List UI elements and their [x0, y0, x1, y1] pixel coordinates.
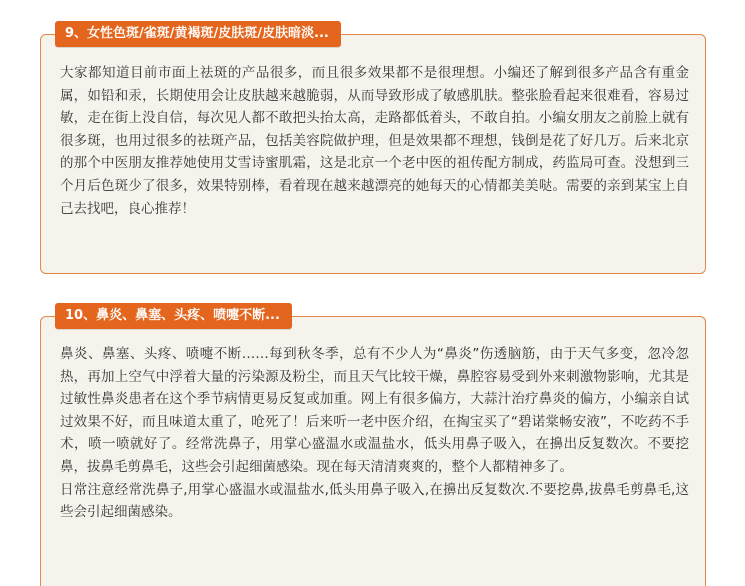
section-card-10: [40, 316, 706, 586]
section-10-body: [60, 343, 689, 524]
section-10-paragraph-2: 日常注意经常洗鼻子,用掌心盛温水或温盐水,低头用鼻子吸入,在擤出反复数次.不要挖鼻,拔鼻毛剪鼻毛,这些会引起细菌感染。: [60, 481, 689, 521]
section-10-title-tag: 10、鼻炎、鼻塞、头疼、喷嚏不断...: [55, 303, 292, 329]
section-card-9: [40, 34, 706, 274]
section-10-paragraph-1: 鼻炎、鼻塞、头疼、喷嚏不断……每到秋冬季，总有不少人为“鼻炎”伤透脑筋，由于天气多变，忽冷忽热，再加上空气中浮着大量的污染源及粉尘，而且天气比较干燥，鼻腔容易受到外来刺激物影响，尤其是过敏性鼻炎患者在这个季节病情更易反复或加重。网上有很多偏方，大蒜汁治疗鼻炎的偏方，小编亲自试过效果不好，而且味道太重了，呛死了！后来听一老中医介绍，在掏宝买了“碧诺棠畅安液”，不吃药不手术，喷一喷就好了。经常洗鼻子，用掌心盛温水或温盐水，低头用鼻子吸入，在擤出反复数次。不要挖鼻，拔鼻毛剪鼻毛，这些会引起细菌感染。现在每天清清爽爽的，整个人都精神多了。: [60, 346, 689, 475]
section-9-title-tag: 9、女性色斑/雀斑/黄褐斑/皮肤斑/皮肤暗淡...: [55, 21, 341, 47]
section-9-paragraph: 大家都知道目前市面上祛斑的产品很多，而且很多效果都不是很理想。小编还了解到很多产品含有重金属，如铅和汞，长期使用会让皮肤越来越脆弱，从而导致形成了敏感肌肤。整张脸看起来很难看，容易过敏，走在街上没自信，每次见人都不敢把头抬太高，走路都低着头，不敢自拍。小编女朋友之前脸上就有很多斑，也用过很多的祛斑产品，包括美容院做护理，但是效果都不理想，钱倒是花了好几万。后来北京的那个中医朋友推荐她使用艾雪诗蜜肌霜，这是北京一个老中医的祖传配方制成，药监局可查。没想到三个月后色斑少了很多，效果特别棒，看着现在越来越漂亮的她每天的心情都美美哒。需要的亲到某宝上自己去找吧，良心推荐！: [60, 65, 689, 217]
section-9-body: [60, 62, 689, 220]
